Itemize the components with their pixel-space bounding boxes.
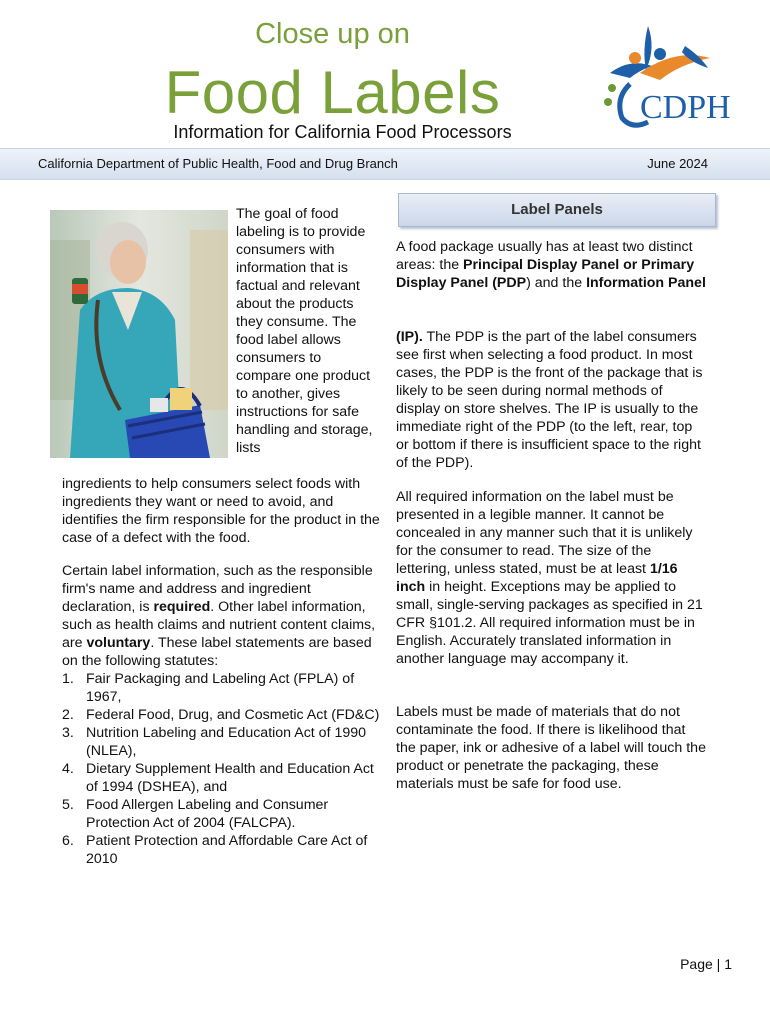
list-item — [62, 832, 380, 868]
list-text: Nutrition Labeling and Education Act of 1990 (NLEA), — [86, 725, 367, 759]
page-number: Page | 1 — [680, 956, 732, 972]
list-text: Food Allergen Labeling and Consumer Protection Act of 2004 (FALCPA). — [86, 797, 329, 831]
list-item — [62, 760, 380, 796]
list-number: 3. — [62, 725, 74, 741]
panels-paragraph-1 — [396, 238, 708, 292]
statute-list — [62, 670, 380, 868]
list-text: Fair Packaging and Labeling Act (FPLA) of 1967, — [86, 671, 355, 705]
list-number: 2. — [62, 707, 74, 723]
panels-paragraph-2 — [396, 328, 708, 472]
p3-text-c: in height. Exceptions may be applied to small, single-serving packages as specified in 21 CFR §101.2. All required information must be in English. Accurately translated information in another language may accompany it. — [396, 579, 703, 667]
agency-name: California Department of Public Health, Food and Drug Branch — [38, 156, 398, 171]
pdp-term: Principal Display Panel or Primary Display Panel (PDP — [396, 257, 695, 291]
statutes-section — [62, 562, 380, 868]
statutes-text-a: Certain label information, such as the responsible firm's name and address and ingredient declaration, is — [62, 563, 373, 615]
list-number: 5. — [62, 797, 74, 813]
list-number: 6. — [62, 833, 74, 849]
intro-continued: ingredients to help consumers select foods with ingredients they want or need to avoid, and identifies the firm responsible for the product in the case of a defect with the food. — [62, 476, 380, 546]
label-panels-heading: Label Panels — [398, 193, 716, 227]
p1-text-a: A food package usually has at least two distinct areas: the — [396, 239, 693, 273]
statutes-text-c: . These label statements are based on the following statutes: — [62, 635, 372, 669]
list-item — [62, 706, 380, 724]
list-item — [62, 670, 380, 706]
p1-text-c: ) and the — [526, 275, 587, 291]
list-item — [62, 724, 380, 760]
panels-paragraph-4: Labels must be made of materials that do not contaminate the food. If there is likelihood that the paper, ink or adhesive of a label will touch the product or penetrate the packaging, these materials must be safe for food use. — [396, 704, 706, 792]
statutes-intro — [62, 562, 380, 670]
ip-term: Information Panel — [586, 275, 706, 291]
statutes-text-b: . Other label information, such as health claims and nutrient content claims, are — [62, 599, 376, 651]
issue-date: June 2024 — [647, 156, 708, 171]
page-subtitle: Information for California Food Processors — [173, 122, 512, 142]
header-kicker: Close up on — [255, 18, 410, 50]
p3-text-a: All required information on the label must be presented in a legible manner. It cannot be concealed in any manner such that it is unlikely for the consumer to read. The size of the lettering, unless stated, must be at least — [396, 489, 693, 577]
logo-text: CDPH — [640, 89, 731, 126]
list-text: Federal Food, Drug, and Cosmetic Act (FD&C) — [86, 707, 380, 723]
ip-abbrev: (IP). — [396, 329, 423, 345]
required-term: required — [153, 599, 211, 615]
page-title: Food Labels — [164, 59, 501, 126]
voluntary-term: voluntary — [86, 635, 151, 651]
shopper-photo — [50, 210, 228, 458]
list-number: 1. — [62, 671, 74, 687]
list-number: 4. — [62, 761, 74, 777]
cdph-logo — [590, 18, 750, 133]
list-text: Dietary Supplement Health and Education Act of 1994 (DSHEA), and — [86, 761, 374, 795]
list-item — [62, 796, 380, 832]
list-text: Patient Protection and Affordable Care Act of 2010 — [86, 833, 368, 867]
lettering-size: 1/16 inch — [396, 561, 678, 595]
agency-banner — [0, 148, 770, 180]
panels-paragraph-3 — [396, 488, 708, 668]
p2-text: The PDP is the part of the label consumers see first when selecting a food product. In most cases, the PDP is the front of the package that is likely to be seen during normal methods of display on store shelves. The IP is usually to the immediate right of the PDP (to the left, rear, top or bottom if there is insufficient space to the right of the PDP). — [396, 329, 703, 471]
intro-wrapped: The goal of food labeling is to provide consumers with information that is factual and relevant about the products they consume. The food label allows consumers to compare one product to another, gives instructions for safe handling and storage, lists — [236, 206, 373, 456]
